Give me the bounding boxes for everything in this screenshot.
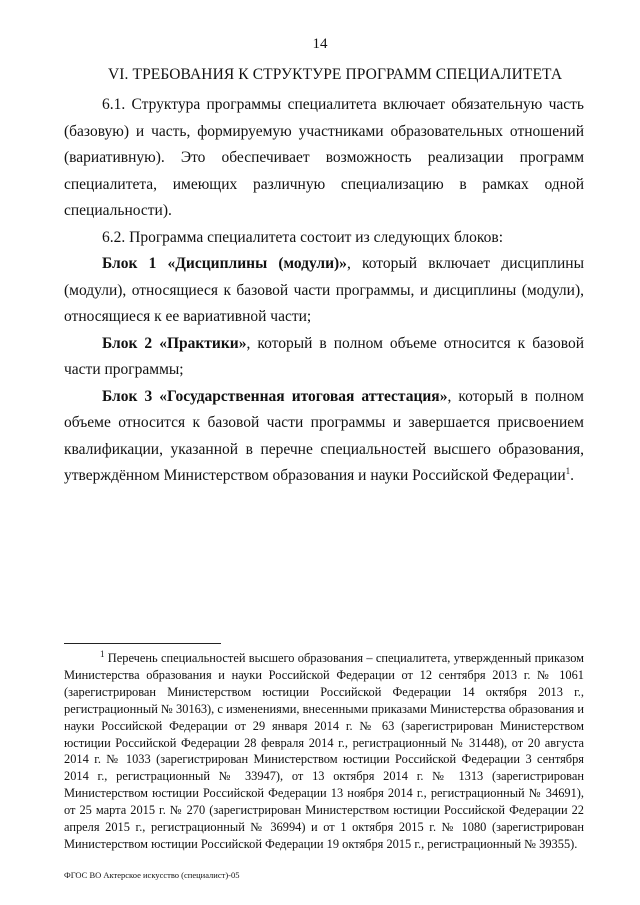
block-1-title: Блок 1 «Дисциплины (модули)»: [102, 255, 347, 272]
footnote-separator: [64, 643, 221, 644]
paragraph-6-2: 6.2. Программа специалитета состоит из следующих блоков:: [102, 228, 504, 246]
main-text: [64, 92, 584, 490]
footnote-paragraph: [64, 650, 584, 853]
paragraph-block-2: [64, 331, 584, 384]
block-3-title: Блок 3 «Государственная итоговая аттестация»: [102, 387, 448, 405]
block-3-text: , который в полном объеме относится к базовой части программы и завершается присвоением квалификации, указанной в перечне специальностей высшего образования, утверждённом Министерством образования и науки Российской Федерации: [64, 387, 584, 484]
section-title: VI. ТРЕБОВАНИЯ К СТРУКТУРЕ ПРОГРАММ СПЕЦИАЛИТЕТА: [108, 66, 563, 83]
footer-document-code: ФГОС ВО Актерское искусство (специалист)-05: [64, 870, 240, 880]
footnote-marker: 1: [100, 648, 105, 659]
footnote-reference[interactable]: 1: [565, 465, 571, 476]
page-number: 14: [312, 36, 328, 52]
block-2-text: , который в полном объеме относится к базовой части программы;: [64, 334, 585, 378]
footnote: [64, 650, 584, 853]
block-2-title: Блок 2 «Практики»: [102, 334, 247, 352]
paragraph-6-1: 6.1. Структура программы специалитета включает обязательную часть (базовую) и часть, формируемую участниками образовательных отношений (вариативную). Это обеспечивает возможность реализации программ специалитета, имеющих различную специализацию в рамках одной специальности).: [64, 96, 584, 219]
block-1-text: , который включает дисциплины (модули), относящиеся к базовой части программы, и дисциплины (модули), относящиеся к ее вариативной части;: [64, 255, 584, 325]
footnote-text: Перечень специальностей высшего образования – специалитета, утвержденный приказом Министерства образования и науки Российской Федерации от 12 сентября 2013 г. № 1061 (зарегистрирован Министерством юстиции Российской Федерации 14 октября 2013 г., регистрационный № 30163), с изменениями, внесенными приказами Министерства образования и науки Российской Федерации от 29 января 2014 г. № 63 (зарегистрирован Министерством юстиции Российской Федерации 28 февраля 2014 г., регистрационный № 31448), от 20 августа 2014 г. № 1033 (зарегистрирован Министерством юстиции Российской Федерации 3 сентября 2014 г., регистрационный № 33947), от 13 октября 2014 г. № 1313 (зарегистрирован Министерством юстиции Российской Федерации 13 ноября 2014 г., регистрационный № 34691), от 25 марта 2015 г. № 270 (зарегистрирован Министерством юстиции Российской Федерации 22 апреля 2015 г., регистрационный № 36994) и от 1 октября 2015 г. № 1080 (зарегистрирован Министерством юстиции Российской Федерации 19 октября 2015 г., регистрационный № 39355).: [64, 651, 584, 851]
paragraph-block-3: Блок 3 «Государственная итоговая аттестация», который в полном объеме относится к базовой части программы и завершается присвоением квалификации, указанной в перечне специальностей высшего образования, утверждённом Министерством образования и науки Российской Федерации$^1$.: [64, 387, 584, 484]
paragraph-block-1: [64, 251, 584, 331]
